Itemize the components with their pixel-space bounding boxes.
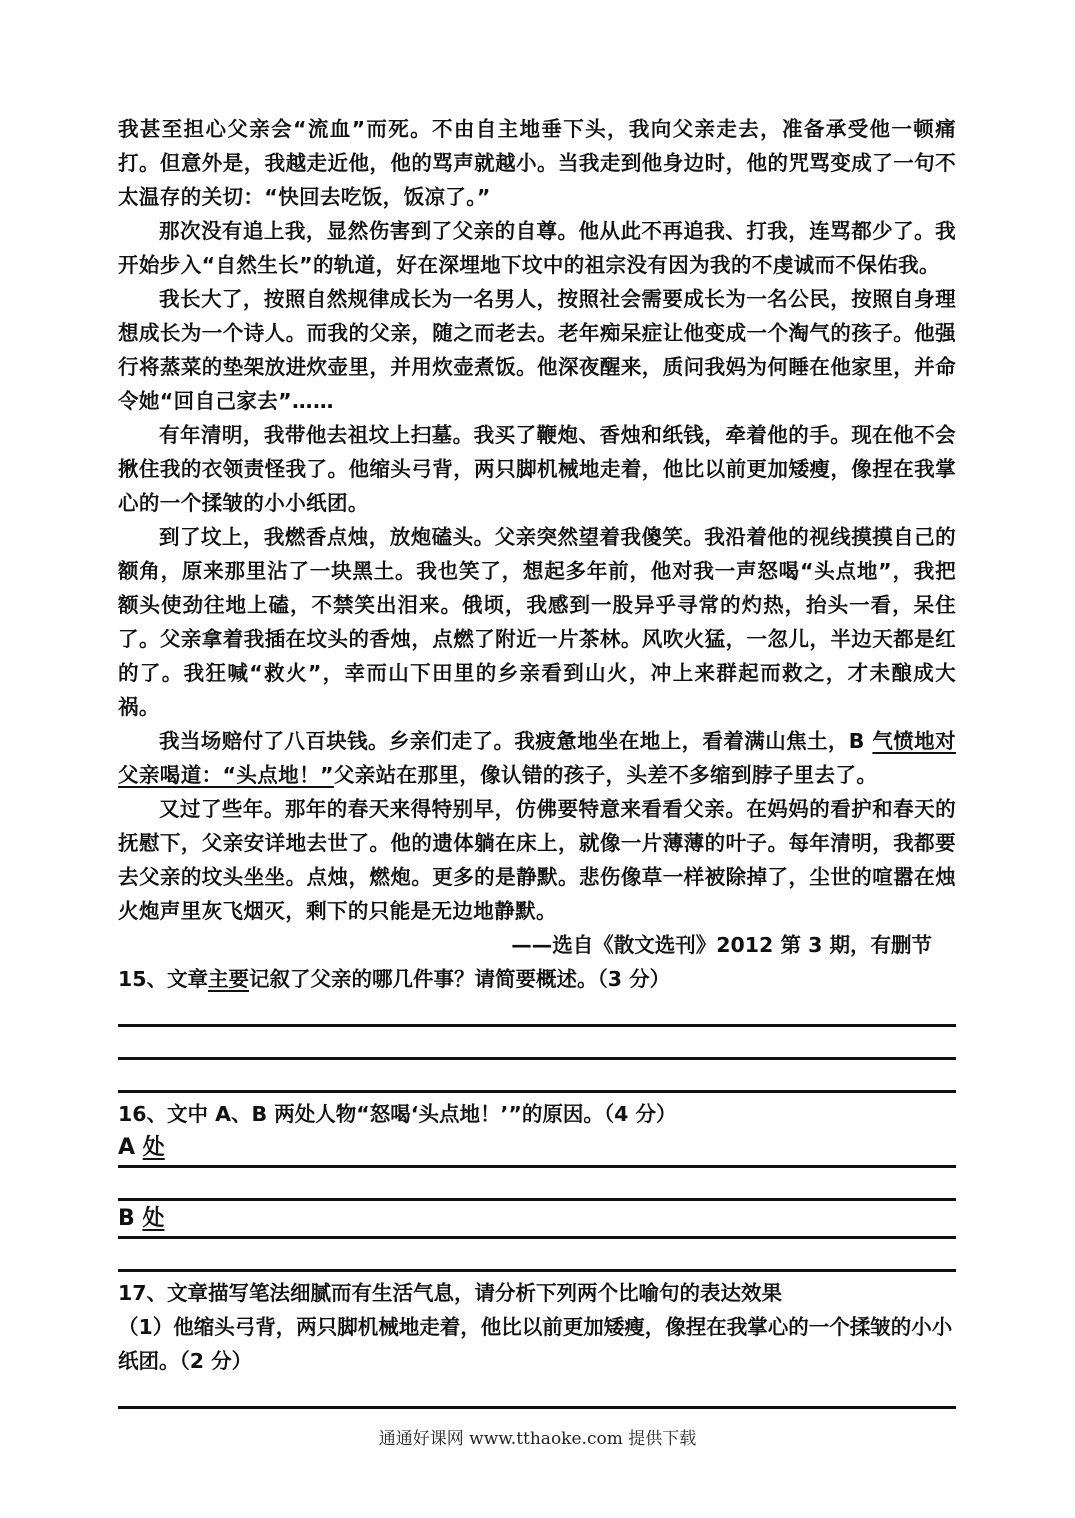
article-paragraph-6	[118, 724, 956, 792]
article-paragraph-1: 我甚至担心父亲会“流血”而死。不由自主地垂下头，我向父亲走去，准备承受他一顿痛打。但意外是，我越走近他，他的骂声就越小。当我走到他身边时，他的咒骂变成了一句不太温存的关切：“快回去吃饭，饭凉了。”	[118, 117, 956, 209]
article-paragraph-2: 那次没有追上我，显然伤害到了父亲的自尊。他从此不再追我、打我，连骂都少了。我开始步入“自然生长”的轨道，好在深埋地下坟中的祖宗没有因为我的不虔诚而不保佑我。	[118, 219, 956, 277]
question-16: 16、文中 A、B 两处人物“怒喝‘头点地！’”的原因。（4 分）	[118, 1102, 677, 1126]
label-b-word: 处	[142, 1206, 165, 1231]
answer-label-b	[118, 1202, 956, 1236]
answer-label-a	[118, 1131, 956, 1165]
article-paragraph-4: 有年清明，我带他去祖坟上扫墓。我买了鞭炮、香烛和纸钱，牵着他的手。现在他不会揪住我的衣领责怪我了。他缩头弓背，两只脚机械地走着，他比以前更加矮瘦，像捏在我掌心的一个揉皱的小小纸团。	[118, 423, 956, 515]
paragraph-6-start: 我当场赔付了八百块钱。乡亲们走了。我疲惫地坐在地上，看着满山焦土，B	[159, 729, 873, 753]
document-page	[118, 112, 956, 1409]
question-15	[118, 962, 956, 996]
question-17-1: （1）他缩头弓背，两只脚机械地走着，他比以前更加矮瘦，像捏在我掌心的一个揉皱的小小纸团。（2 分）	[118, 1315, 953, 1373]
article-paragraph-5: 到了坟上，我燃香点烛，放炮磕头。父亲突然望着我傻笑。我沿着他的视线摸摸自己的额角，原来那里沾了一块黑土。我也笑了，想起多年前，他对我一声怒喝“头点地”，我把额头使劲往地上磕，不禁笑出泪来。俄顷，我感到一股异乎寻常的灼热，抬头一看，呆住了。父亲拿着我插在坟头的香烛，点燃了附近一片茶林。风吹火猛，一忽儿，半边天都是红的了。我狂喊“救火”，幸而山下田里的乡亲看到山火，冲上来群起而救之，才未酿成大祸。	[118, 525, 956, 719]
page-footer: 通通好课网 www.tthaoke.com 提供下载	[378, 1429, 697, 1449]
underlined-b-phrase: 气愤地对父亲喝道：“头点地！”	[118, 729, 956, 787]
question-15-prefix: 15、文章	[118, 967, 209, 991]
article-paragraph-3: 我长大了，按照自然规律成长为一名男人，按照社会需要成长为一名公民，按照自身理想成长为一个诗人。而我的父亲，随之而老去。老年痴呆症让他变成一个淘气的孩子。他强行将蒸菜的垫架放进炊壶里，并用炊壶煮饭。他深夜醒来，质问我妈为何睡在他家里，并命令她“回自己家去”……	[118, 287, 956, 413]
question-15-emphasis: 主要	[208, 967, 250, 991]
paragraph-6-end: 父亲站在那里，像认错的孩子，头差不多缩到脖子里去了。	[333, 763, 878, 787]
answer-line-17-1[interactable]	[118, 1406, 956, 1409]
label-a-word: 处	[142, 1135, 165, 1160]
question-17: 17、文章描写笔法细腻而有生活气息，请分析下列两个比喻句的表达效果	[118, 1281, 783, 1305]
label-a-letter: A	[118, 1135, 143, 1160]
article-source: ——选自《散文选刊》2012 第 3 期，有删节	[511, 933, 932, 957]
label-b-letter: B	[118, 1206, 143, 1231]
article-paragraph-7: 又过了些年。那年的春天来得特别早，仿佛要特意来看看父亲。在妈妈的看护和春天的抚慰下，父亲安详地去世了。他的遗体躺在床上，就像一片薄薄的叶子。每年清明，我都要去父亲的坟头坐坐。点烛，燃炮。更多的是静默。悲伤像草一样被除掉了，尘世的喧嚣在烛火炮声里灰飞烟灭，剩下的只能是无边地静默。	[118, 797, 956, 923]
question-15-suffix: 记叙了父亲的哪几件事？请简要概述。（3 分）	[249, 967, 671, 991]
answer-line-16a-2[interactable]	[118, 1198, 956, 1201]
